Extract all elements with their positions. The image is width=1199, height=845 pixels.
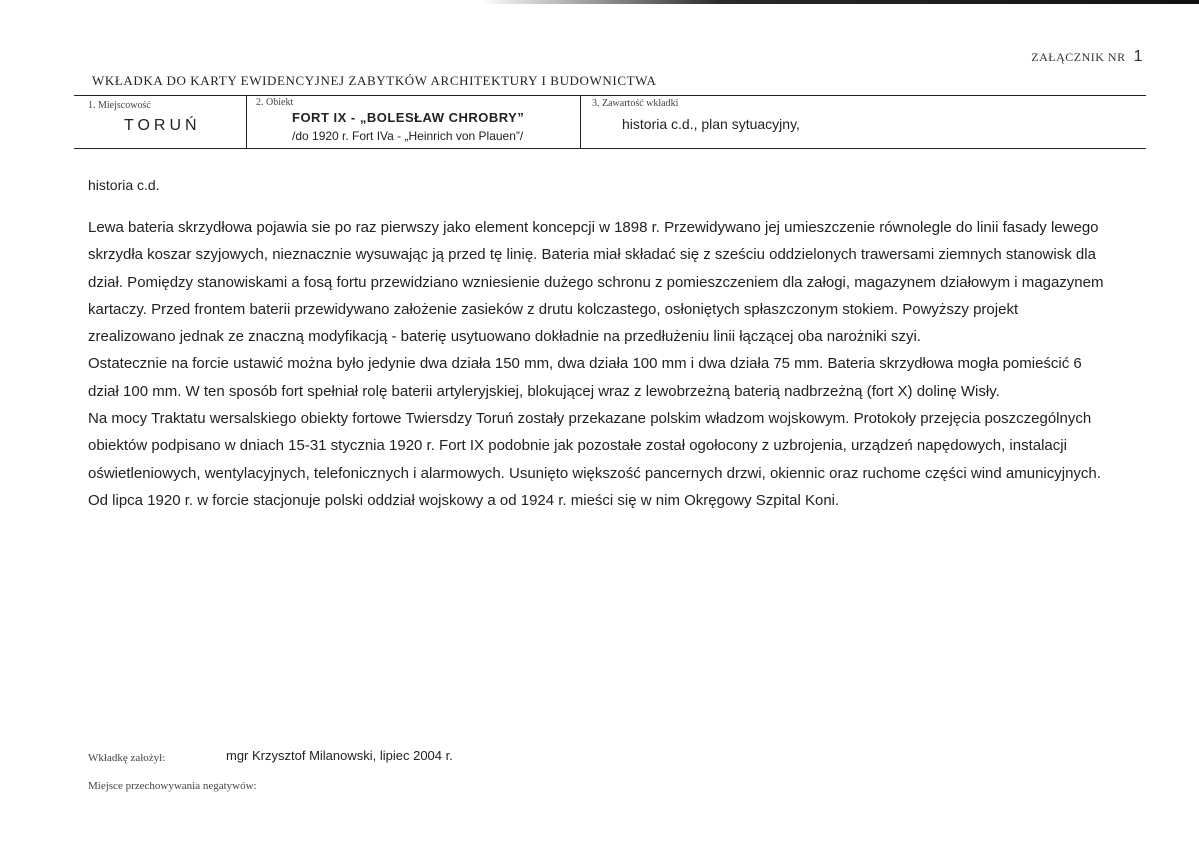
paragraph-versailles: Na mocy Traktatu wersalskiego obiekty fortowe Twiersdzy Toruń zostały przekazane polskim władzom wojskowym. Protokoły przejęcia poszczególnych obiektów podpisano w dniach 15-31 stycznia 1920 r. Fort IX podobnie jak pozostałe został ogołocony z uzbrojenia, urządzeń napędowych, instalacji oświetleniowych, wentylacyjnych, telefonicznych i alarmowych. Usunięto większość pancernych drzwi, okiennic oraz ruchome części wind amunicyjnych. Od lipca 1920 r. w forcie stacjonuje polski oddział wojskowy a od 1924 r. mieści się w nim Okręgowy Szpital Koni.: [88, 410, 1101, 509]
header-divider-1: [246, 95, 247, 149]
header-top-rule: [74, 95, 1146, 96]
author-label: Wkładkę założył:: [88, 752, 166, 764]
header-bottom-rule: [74, 148, 1146, 149]
author-value: mgr Krzysztof Milanowski, lipiec 2004 r.: [226, 748, 453, 763]
contents-label: 3. Zawartość wkładki: [592, 98, 679, 109]
annex-label: ZAŁĄCZNIK NR: [1031, 50, 1126, 64]
scan-edge: [0, 0, 1199, 4]
paragraph-armament: Ostatecznie na forcie ustawić można było jedynie dwa działa 150 mm, dwa działa 100 mm i dwa działa 75 mm. Bateria skrzydłowa mogła pomieścić 6 dział 100 mm. W ten sposób fort spełniał rolę baterii artyleryjskiej, blokującej wraz z lewobrzeżną baterią nadbrzeżną (fort X) dolinę Wisły.: [88, 355, 1082, 400]
place-label: 1. Miejscowość: [88, 100, 151, 111]
place-value: TORUŃ: [124, 117, 201, 134]
header-divider-2: [580, 95, 581, 149]
object-name: FORT IX - „BOLESŁAW CHROBRY”: [292, 110, 525, 125]
negatives-label: Miejsce przechowywania negatywów:: [88, 780, 257, 792]
annex-marker: [1031, 48, 1143, 66]
paragraph-battery: Lewa bateria skrzydłowa pojawia sie po raz pierwszy jako element koncepcji w 1898 r. Przewidywano jej umieszczenie równolegle do linii fasady lewego skrzydła koszar szyjowych, nieznacznie wysuwając ją przed tę linię. Bateria miał składać się z sześciu oddzielonych trawersami ziemnych stanowisk dla dział. Pomiędzy stanowiskami a fosą fortu przewidziano wzniesienie dużego schronu z pomieszczeniem dla załogi, magazynem działowym i magazynem kartaczy. Przed frontem baterii przewidywano założenie zasieków z drutu kolczastego, osłoniętych spłaszczonym stokiem. Powyższy projekt zrealizowano jednak ze znaczną modyfikacją - baterię usytuowano dokładnie na przedłużeniu linii łączącej oba narożniki szyi.: [88, 219, 1104, 346]
history-text: [88, 214, 1108, 514]
contents-value: historia c.d., plan sytuacyjny,: [622, 116, 800, 132]
form-title: WKŁADKA DO KARTY EWIDENCYJNEJ ZABYTKÓW ARCHITEKTURY I BUDOWNICTWA: [92, 73, 657, 88]
section-label: historia c.d.: [88, 177, 160, 193]
annex-number: 1: [1133, 48, 1143, 65]
object-label: 2. Obiekt: [256, 97, 294, 108]
object-subtitle: /do 1920 r. Fort IVa - „Heinrich von Plauen”/: [292, 129, 524, 143]
